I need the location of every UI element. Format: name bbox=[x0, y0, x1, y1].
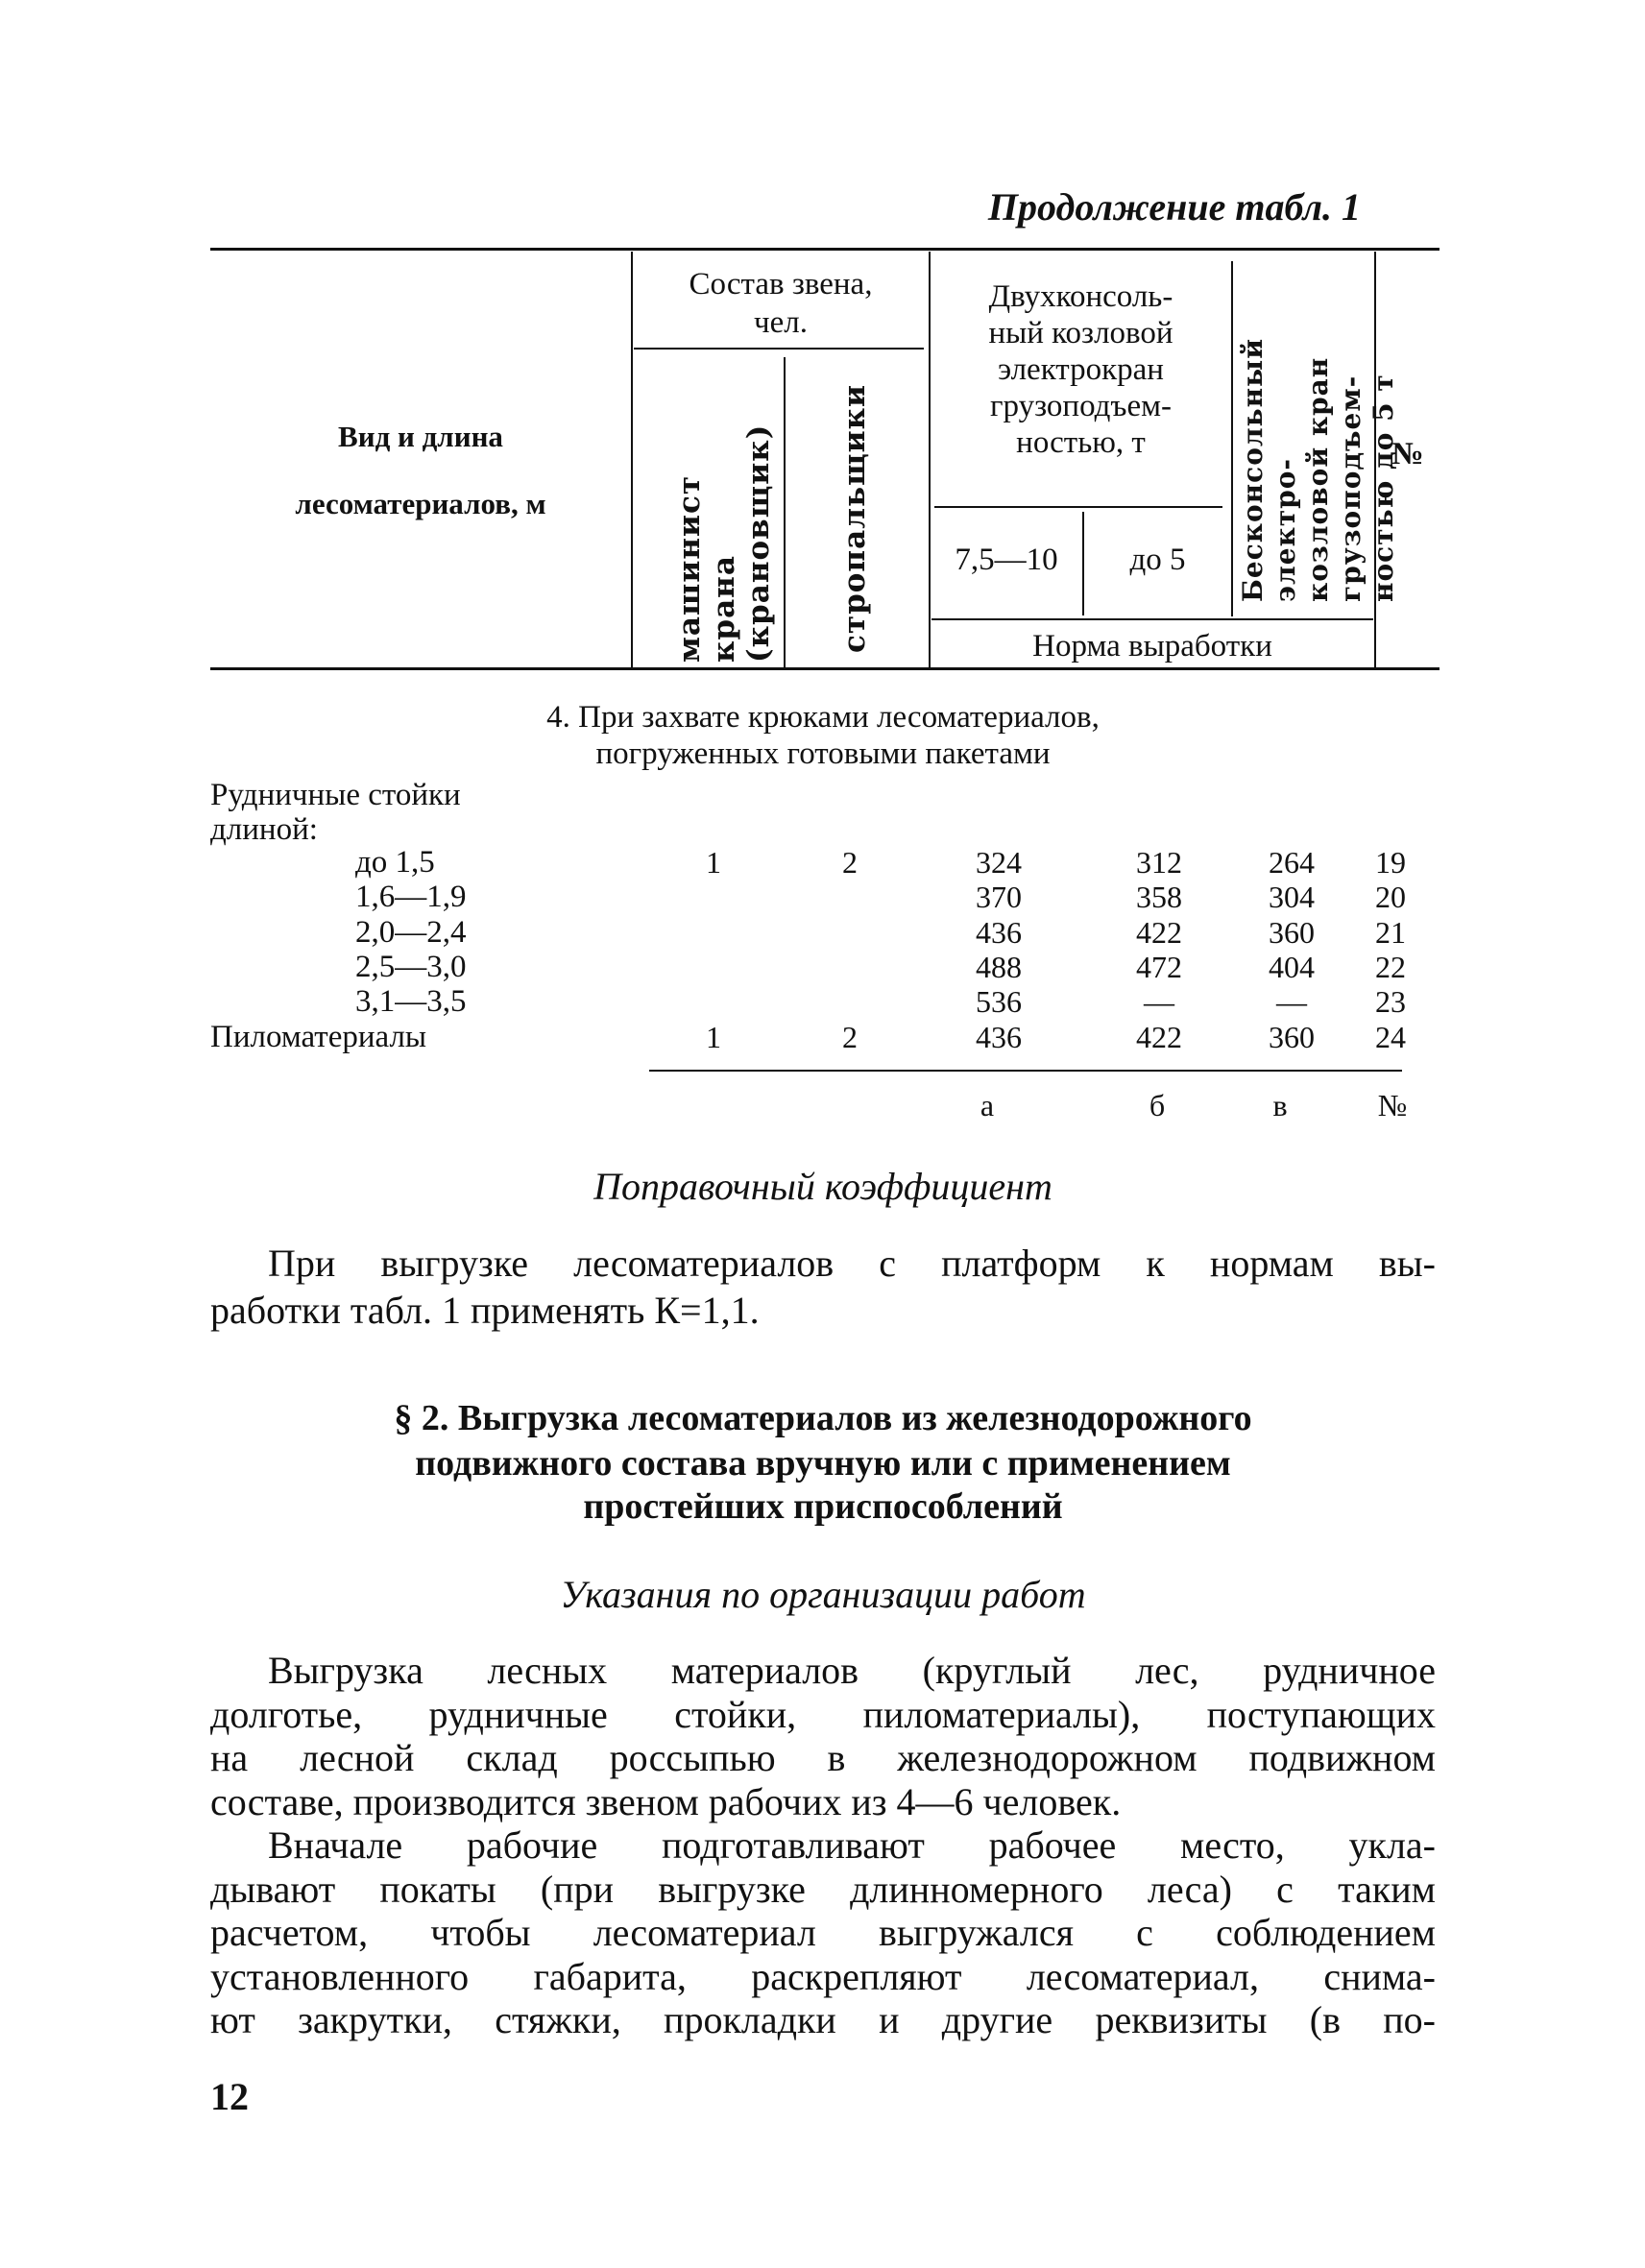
divider bbox=[634, 348, 924, 350]
cell-b: — bbox=[1144, 984, 1174, 1020]
table-header-bottom-rule bbox=[210, 667, 1439, 670]
cell-v: 360 bbox=[1269, 1019, 1315, 1054]
paragraph-line: дывают покаты (при выгрузке длинномерного леса) с таким bbox=[210, 1867, 1436, 1911]
crew-header-line: чел. bbox=[754, 305, 808, 340]
cell-a: 488 bbox=[976, 949, 1022, 984]
row-label: 3,1—3,5 bbox=[355, 984, 467, 1020]
no-header: № bbox=[1391, 437, 1424, 471]
crane1-header-line: ностью до 5 т bbox=[1367, 374, 1399, 602]
cell-s: 2 bbox=[842, 1019, 858, 1054]
cell-a: 370 bbox=[976, 880, 1022, 915]
cell-n: 19 bbox=[1375, 845, 1406, 880]
cell-n: 24 bbox=[1375, 1019, 1406, 1054]
cell-a: 436 bbox=[976, 1019, 1022, 1054]
crane2-sub-2: до 5 bbox=[1129, 543, 1186, 577]
paragraph-line: долготье, рудничные стойки, пиломатериалы), поступающих bbox=[210, 1692, 1436, 1736]
cell-b: 422 bbox=[1136, 1019, 1182, 1054]
crane2-header-line: ностью, т bbox=[1016, 425, 1146, 460]
crane1-header-line: Бесконсольный электро- bbox=[1237, 338, 1301, 602]
group-line: длиной: bbox=[210, 812, 318, 847]
paragraph-line: работки табл. 1 применять К=1,1. bbox=[210, 1289, 760, 1332]
cell-a: 536 bbox=[976, 984, 1022, 1020]
paragraph-line: Выгрузка лесных материалов (круглый лес, рудничное bbox=[268, 1649, 1436, 1692]
cell-v: 264 bbox=[1269, 845, 1315, 880]
table-top-rule bbox=[210, 248, 1439, 251]
divider bbox=[1231, 261, 1233, 616]
row-label: 2,5—3,0 bbox=[355, 949, 467, 984]
section-heading-line: простейших приспособлений bbox=[583, 1486, 1063, 1527]
group-line: Рудничные стойки bbox=[210, 778, 461, 812]
row-label: 1,6—1,9 bbox=[355, 880, 467, 915]
cell-v: 360 bbox=[1269, 914, 1315, 950]
row-label: 2,0—2,4 bbox=[355, 914, 467, 950]
paragraph-line: ют закрутки, стяжки, прокладки и другие реквизиты (в по- bbox=[210, 1998, 1436, 2041]
norm-header: Норма выработки bbox=[1032, 629, 1272, 664]
crew-col-operator: машинист крана (крановщик) bbox=[672, 423, 776, 663]
crane2-header bbox=[931, 278, 1231, 461]
crane1-header-line: козловой кран грузоподъем- bbox=[1302, 356, 1367, 602]
table-bottom-rule bbox=[649, 1070, 1402, 1072]
crane2-header-line: электрокран bbox=[998, 352, 1164, 387]
page-number: 12 bbox=[210, 2075, 249, 2118]
continuation-label: Продолжение табл. 1 bbox=[987, 185, 1361, 229]
divider bbox=[934, 506, 1222, 508]
paragraph-line: на лесной склад россыпью в железнодорожном подвижном bbox=[210, 1736, 1436, 1779]
cell-v: 304 bbox=[1269, 880, 1315, 915]
cell-s: 2 bbox=[842, 845, 858, 880]
section-heading-line: подвижного состава вручную или с применением bbox=[415, 1443, 1231, 1484]
footer-a: а bbox=[980, 1088, 995, 1122]
section-line: погруженных готовыми пакетами bbox=[595, 736, 1051, 771]
section-heading-line: § 2. Выгрузка лесоматериалов из железнодорожного bbox=[394, 1398, 1252, 1438]
divider bbox=[784, 357, 786, 667]
paragraph-line: установленного габарита, раскрепляют лесоматериал, снима- bbox=[210, 1954, 1436, 1998]
crane2-sub-1: 7,5—10 bbox=[955, 543, 1058, 577]
row-label: до 1,5 bbox=[355, 845, 435, 880]
crane1-header bbox=[1237, 261, 1399, 602]
table-section-title bbox=[210, 699, 1436, 772]
paragraph-line: составе, производится звеном рабочих из 4—6 человек. bbox=[210, 1779, 1122, 1823]
cell-b: 422 bbox=[1136, 914, 1182, 950]
paragraph-line: Вначале рабочие подготавливают рабочее место, укла- bbox=[268, 1823, 1436, 1867]
crane2-header-line: грузоподъем- bbox=[989, 389, 1173, 423]
cell-v: — bbox=[1276, 984, 1307, 1020]
cell-b: 472 bbox=[1136, 949, 1182, 984]
subheading: Указания по организации работ bbox=[560, 1573, 1086, 1616]
cell-n: 22 bbox=[1375, 949, 1406, 984]
cell-b: 358 bbox=[1136, 880, 1182, 915]
footer-b: б bbox=[1149, 1088, 1166, 1122]
cell-v: 404 bbox=[1269, 949, 1315, 984]
col-header-line: лесоматериалов, м bbox=[295, 487, 546, 520]
footer-v: в bbox=[1272, 1088, 1288, 1122]
section-line: 4. При захвате крюками лесоматериалов, bbox=[546, 700, 1100, 735]
crew-header-line: Состав звена, bbox=[689, 267, 873, 302]
crew-col-slingers: стропальщики bbox=[837, 383, 872, 653]
correction-title: Поправочный коэффициент bbox=[593, 1165, 1052, 1208]
cell-m: 1 bbox=[706, 845, 721, 880]
crane2-header-line: ный козловой bbox=[988, 316, 1173, 350]
footer-no: № bbox=[1377, 1088, 1408, 1122]
paragraph-line: При выгрузке лесоматериалов с платформ к нормам вы- bbox=[268, 1242, 1436, 1285]
cell-m: 1 bbox=[706, 1019, 721, 1054]
crane2-header-line: Двухконсоль- bbox=[988, 279, 1173, 314]
col-header-name bbox=[210, 403, 631, 538]
cell-n: 21 bbox=[1375, 914, 1406, 950]
cell-a: 436 bbox=[976, 914, 1022, 950]
cell-n: 23 bbox=[1375, 984, 1406, 1020]
row-label: Пиломатериалы bbox=[210, 1019, 427, 1054]
row-group-label bbox=[210, 778, 461, 847]
paragraph-line: расчетом, чтобы лесоматериал выгружался с соблюдением bbox=[210, 1911, 1436, 1954]
cell-a: 324 bbox=[976, 845, 1022, 880]
divider bbox=[931, 618, 1373, 620]
col-header-line: Вид и длина bbox=[338, 420, 503, 453]
cell-b: 312 bbox=[1136, 845, 1182, 880]
cell-n: 20 bbox=[1375, 880, 1406, 915]
crew-header bbox=[633, 265, 929, 342]
